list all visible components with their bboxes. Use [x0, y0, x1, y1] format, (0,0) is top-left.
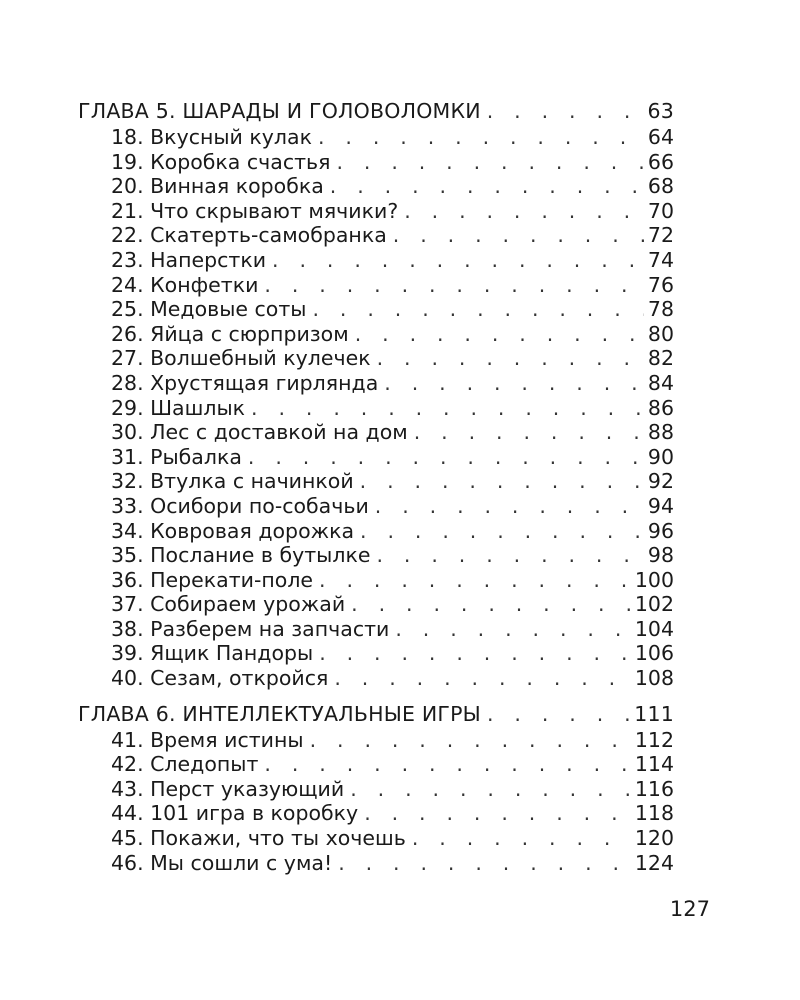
- dot-leader: [360, 469, 644, 494]
- entry-page: 100: [634, 567, 674, 592]
- dot-leader: [319, 568, 631, 593]
- entry-page: 102: [634, 592, 674, 617]
- entry-page: 98: [647, 543, 674, 568]
- toc-entry: [78, 826, 674, 851]
- entry-title: 33. Осибори по-собачьи: [111, 493, 369, 518]
- entry-title: 36. Перекати-поле: [111, 567, 314, 592]
- entry-title: 18. Вкусный кулак: [111, 125, 312, 149]
- table-of-contents: [78, 98, 674, 875]
- dot-leader: [487, 701, 630, 728]
- dot-leader: [264, 752, 630, 777]
- dot-leader: [248, 445, 644, 470]
- toc-entry: [78, 469, 674, 494]
- toc-entry: [78, 777, 674, 802]
- chapter-title: ГЛАВА 6. ИНТЕЛЛЕКТУАЛЬНЫЕ ИГРЫ: [78, 701, 481, 726]
- entry-page: 96: [647, 518, 674, 543]
- entry-page: 108: [634, 666, 674, 691]
- entry-page: 120: [634, 826, 674, 851]
- toc-entry: [78, 322, 674, 347]
- dot-leader: [355, 322, 644, 347]
- entry-page: 104: [634, 616, 674, 641]
- dot-leader: [334, 666, 631, 691]
- entry-page: 88: [647, 420, 674, 445]
- toc-entry: [78, 174, 674, 199]
- dot-leader: [338, 851, 631, 876]
- toc-entry: [78, 851, 674, 876]
- toc-entry: [78, 494, 674, 519]
- entry-title: 19. Коробка счастья: [111, 149, 331, 174]
- toc-entry: [78, 297, 674, 322]
- chapter-title: ГЛАВА 5. ШАРАДЫ И ГОЛОВОЛОМКИ: [78, 99, 481, 123]
- toc-entry: [78, 223, 674, 248]
- toc-entry: [78, 445, 674, 470]
- entry-title: 29. Шашлык: [111, 395, 246, 420]
- dot-leader: [272, 248, 644, 273]
- dot-leader: [318, 125, 644, 150]
- entry-page: 114: [634, 752, 674, 777]
- dot-leader: [384, 371, 644, 396]
- dot-leader: [364, 801, 631, 826]
- entry-title: 42. Следопыт: [111, 752, 259, 777]
- entry-title: 28. Хрустящая гирлянда: [111, 370, 379, 395]
- dot-leader: [404, 199, 644, 224]
- entry-page: 66: [647, 149, 674, 174]
- entry-page: 84: [647, 370, 674, 395]
- chapter-page: 63: [647, 99, 674, 123]
- dot-leader: [360, 519, 644, 544]
- dot-leader: [251, 396, 644, 421]
- entry-page: 94: [647, 493, 674, 518]
- dot-leader: [377, 346, 644, 371]
- entry-title: 30. Лес с доставкой на дом: [111, 420, 408, 445]
- toc-entry: [78, 519, 674, 544]
- chapter-heading: [78, 701, 674, 728]
- entry-page: 80: [647, 321, 674, 346]
- entry-title: 22. Скатерть-самобранка: [111, 223, 387, 248]
- toc-entry: [78, 617, 674, 642]
- entry-title: 46. Мы сошли с ума!: [111, 850, 333, 875]
- entry-title: 41. Время истины: [111, 727, 304, 752]
- entry-page: 74: [647, 247, 674, 272]
- entry-title: 39. Ящик Пандоры: [111, 641, 314, 666]
- dot-leader: [351, 592, 631, 617]
- entry-title: 34. Ковровая дорожка: [111, 518, 355, 543]
- toc-entry: [78, 199, 674, 224]
- dot-leader: [375, 494, 644, 519]
- dot-leader: [376, 543, 643, 568]
- toc-entry: [78, 125, 674, 150]
- toc-entry: [78, 248, 674, 273]
- entry-title: 38. Разберем на запчасти: [111, 616, 390, 641]
- entry-title: 23. Наперстки: [111, 247, 267, 272]
- entry-title: 35. Послание в бутылке: [111, 543, 371, 568]
- entry-page: 106: [634, 641, 674, 666]
- toc-entry: [78, 666, 674, 691]
- entry-title: 44. 101 игра в коробку: [111, 801, 359, 826]
- toc-entry: [78, 150, 674, 175]
- entry-page: 64: [647, 125, 674, 149]
- entry-title: 27. Волшебный кулечек: [111, 346, 371, 371]
- entry-page: 124: [634, 850, 674, 875]
- entry-page: 112: [634, 727, 674, 752]
- entry-title: 20. Винная коробка: [111, 174, 324, 199]
- entry-page: 76: [647, 272, 674, 297]
- entry-page: 70: [647, 198, 674, 223]
- entry-title: 26. Яйца с сюрпризом: [111, 321, 349, 346]
- dot-leader: [414, 420, 644, 445]
- entry-page: 82: [647, 346, 674, 371]
- chapter-6-section: [78, 701, 674, 876]
- entry-title: 21. Что скрывают мячики?: [111, 198, 399, 223]
- toc-entry: [78, 568, 674, 593]
- entry-page: 68: [647, 174, 674, 199]
- entry-page: 118: [634, 801, 674, 826]
- dot-leader: [310, 728, 631, 753]
- entry-page: 72: [647, 223, 674, 248]
- dot-leader: [393, 223, 644, 248]
- dot-leader: [350, 777, 631, 802]
- toc-entry: [78, 543, 674, 568]
- toc-entry: [78, 420, 674, 445]
- entry-page: 86: [647, 395, 674, 420]
- dot-leader: [336, 150, 643, 175]
- toc-entry: [78, 273, 674, 298]
- chapter-page: 111: [634, 701, 674, 726]
- toc-entry: [78, 801, 674, 826]
- dot-leader: [412, 826, 631, 851]
- dot-leader: [312, 297, 643, 322]
- entry-page: 116: [634, 776, 674, 801]
- entry-title: 32. Втулка с начинкой: [111, 469, 354, 494]
- chapter-5-section: [78, 98, 674, 691]
- page-number: 127: [669, 897, 710, 921]
- entry-title: 31. Рыбалка: [111, 444, 242, 469]
- entry-page: 92: [647, 469, 674, 494]
- entry-page: 78: [647, 297, 674, 322]
- entry-title: 40. Сезам, откройся: [111, 666, 329, 691]
- toc-entry: [78, 396, 674, 421]
- entry-title: 37. Собираем урожай: [111, 592, 346, 617]
- toc-entry: [78, 752, 674, 777]
- toc-entry: [78, 592, 674, 617]
- dot-leader: [264, 273, 644, 298]
- toc-entry: [78, 641, 674, 666]
- dot-leader: [330, 174, 644, 199]
- dot-leader: [487, 98, 644, 125]
- entry-title: 24. Конфетки: [111, 272, 259, 297]
- entry-title: 45. Покажи, что ты хочешь: [111, 826, 406, 851]
- entry-title: 25. Медовые соты: [111, 297, 307, 322]
- entry-page: 90: [647, 444, 674, 469]
- toc-entry: [78, 371, 674, 396]
- dot-leader: [319, 641, 631, 666]
- chapter-heading: [78, 98, 674, 125]
- dot-leader: [395, 617, 630, 642]
- entry-title: 43. Перст указующий: [111, 776, 345, 801]
- toc-entry: [78, 728, 674, 753]
- toc-entry: [78, 346, 674, 371]
